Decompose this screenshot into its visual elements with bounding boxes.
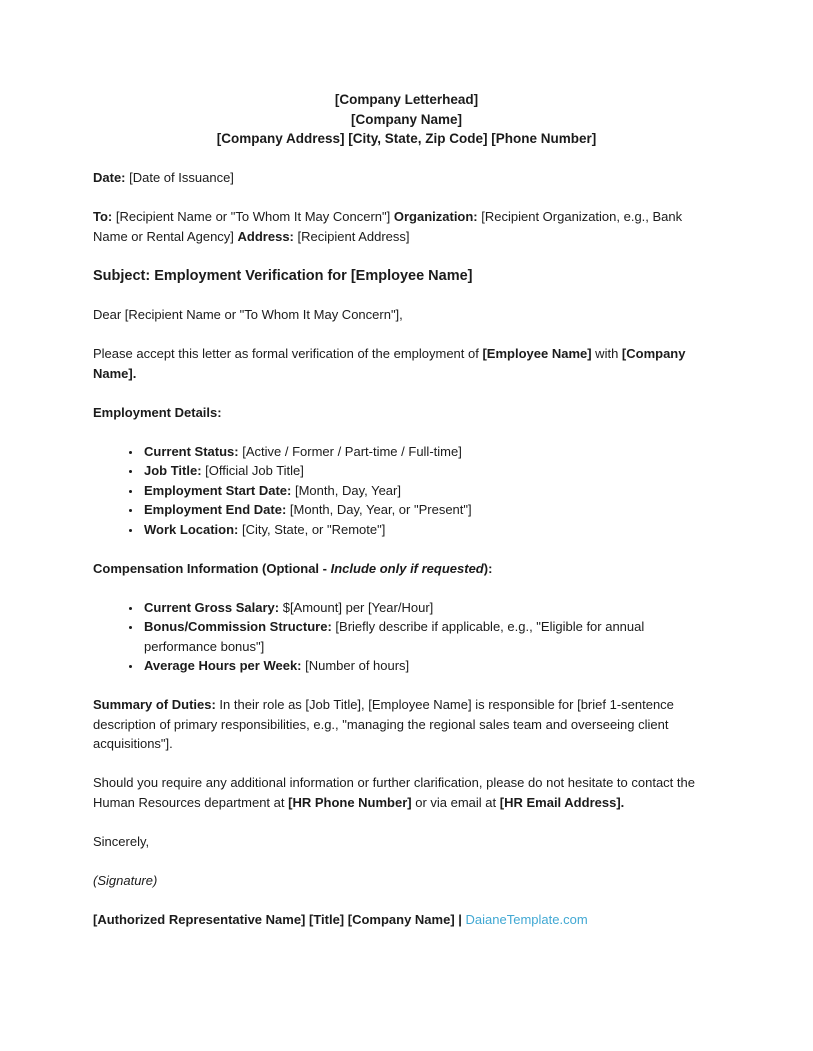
text-segment: [Authorized Representative Name] [Title] [Company Name] |	[93, 911, 466, 927]
summary-of-duties-paragraph	[93, 695, 720, 754]
text-segment: Average Hours per Week:	[144, 658, 306, 673]
text-segment: [Recipient Address]	[297, 228, 410, 244]
text-segment: [Official Job Title]	[205, 463, 304, 478]
contact-info-paragraph	[93, 773, 720, 812]
list-item-average-hours	[142, 656, 720, 676]
list-item-current-status	[142, 442, 720, 462]
list-item-gross-salary	[142, 598, 720, 618]
salutation: Dear [Recipient Name or "To Whom It May Concern"],	[93, 307, 403, 322]
recipient-line	[93, 207, 720, 246]
subject-heading: Subject: Employment Verification for [Employee Name]	[93, 267, 473, 284]
text-segment: To:	[93, 209, 116, 224]
text-segment: $[Amount] per [Year/Hour]	[282, 599, 434, 615]
daianetemplate-link[interactable]: DaianeTemplate.com	[465, 911, 588, 927]
list-item-work-location	[142, 520, 720, 540]
closing-sincerely: Sincerely,	[93, 833, 150, 849]
text-segment: or via email at	[411, 794, 500, 810]
text-segment: Date:	[93, 170, 130, 185]
letterhead-line-2: [Company Name]	[350, 111, 463, 127]
text-segment: [HR Email Address].	[499, 794, 625, 810]
text-segment: [Month, Day, Year]	[294, 482, 401, 498]
text-segment: In their role as [Job Title], [Employee Name] is responsible for [brief 1-sentence description of primary responsibilities, e.g., "managing the regional sales team and overseeing client acquisitions"].	[93, 697, 674, 751]
signature-block	[93, 910, 720, 930]
text-segment: ):	[483, 560, 493, 576]
employment-details-list	[93, 442, 720, 540]
signature-placeholder: (Signature)	[93, 872, 158, 888]
text-segment: Summary of Duties:	[93, 697, 220, 712]
employment-details-heading: Employment Details:	[93, 404, 222, 420]
text-segment: [City, State, or "Remote"]	[241, 521, 386, 537]
text-segment: [Date of Issuance]	[129, 170, 234, 185]
text-segment: Organization:	[393, 209, 482, 224]
text-segment: Current Status:	[144, 443, 243, 459]
text-segment: Employment Start Date:	[144, 482, 295, 498]
text-segment: Job Title:	[144, 463, 206, 478]
list-item-end-date	[142, 500, 720, 520]
text-segment: Employment End Date:	[144, 502, 290, 517]
letterhead-line-1: [Company Letterhead]	[334, 92, 479, 107]
text-segment: [Briefly describe if applicable, e.g., "Eligible for annual performance bonus"]	[144, 619, 645, 654]
text-segment: [Recipient Organization, e.g., Bank Name or Rental Agency]	[93, 209, 683, 244]
list-item-job-title	[142, 461, 720, 481]
letterhead-line-3: [Company Address] [City, State, Zip Code] [Phone Number]	[216, 131, 597, 146]
text-segment: Should you require any additional information or further clarification, please do not hesitate to contact the Human Resources department at	[93, 775, 695, 810]
text-segment: Bonus/Commission Structure:	[144, 619, 336, 634]
text-segment: [Company Name].	[93, 346, 686, 381]
text-segment: [Month, Day, Year, or "Present"]	[289, 502, 472, 517]
text-segment: [HR Phone Number]	[288, 794, 412, 810]
text-segment: Address:	[237, 228, 298, 244]
list-item-start-date	[142, 481, 720, 501]
text-segment: [Number of hours]	[305, 658, 410, 673]
text-segment: Please accept this letter as formal verification of the employment of	[93, 346, 483, 361]
text-segment: Current Gross Salary:	[144, 599, 283, 615]
compensation-heading	[93, 559, 720, 579]
text-segment: [Employee Name]	[482, 346, 592, 361]
compensation-list	[93, 598, 720, 676]
text-segment: [Recipient Name or "To Whom It May Concern"]	[115, 209, 394, 224]
company-letterhead	[93, 90, 720, 149]
date-line	[93, 168, 720, 188]
text-segment: Compensation Information (Optional -	[93, 560, 331, 576]
text-segment: Work Location:	[144, 521, 242, 537]
intro-paragraph	[93, 344, 720, 383]
text-segment: [Active / Former / Part-time / Full-time]	[242, 443, 462, 459]
list-item-bonus-structure	[142, 617, 720, 656]
text-segment: with	[591, 346, 622, 361]
text-segment: Include only if requested	[330, 560, 484, 576]
